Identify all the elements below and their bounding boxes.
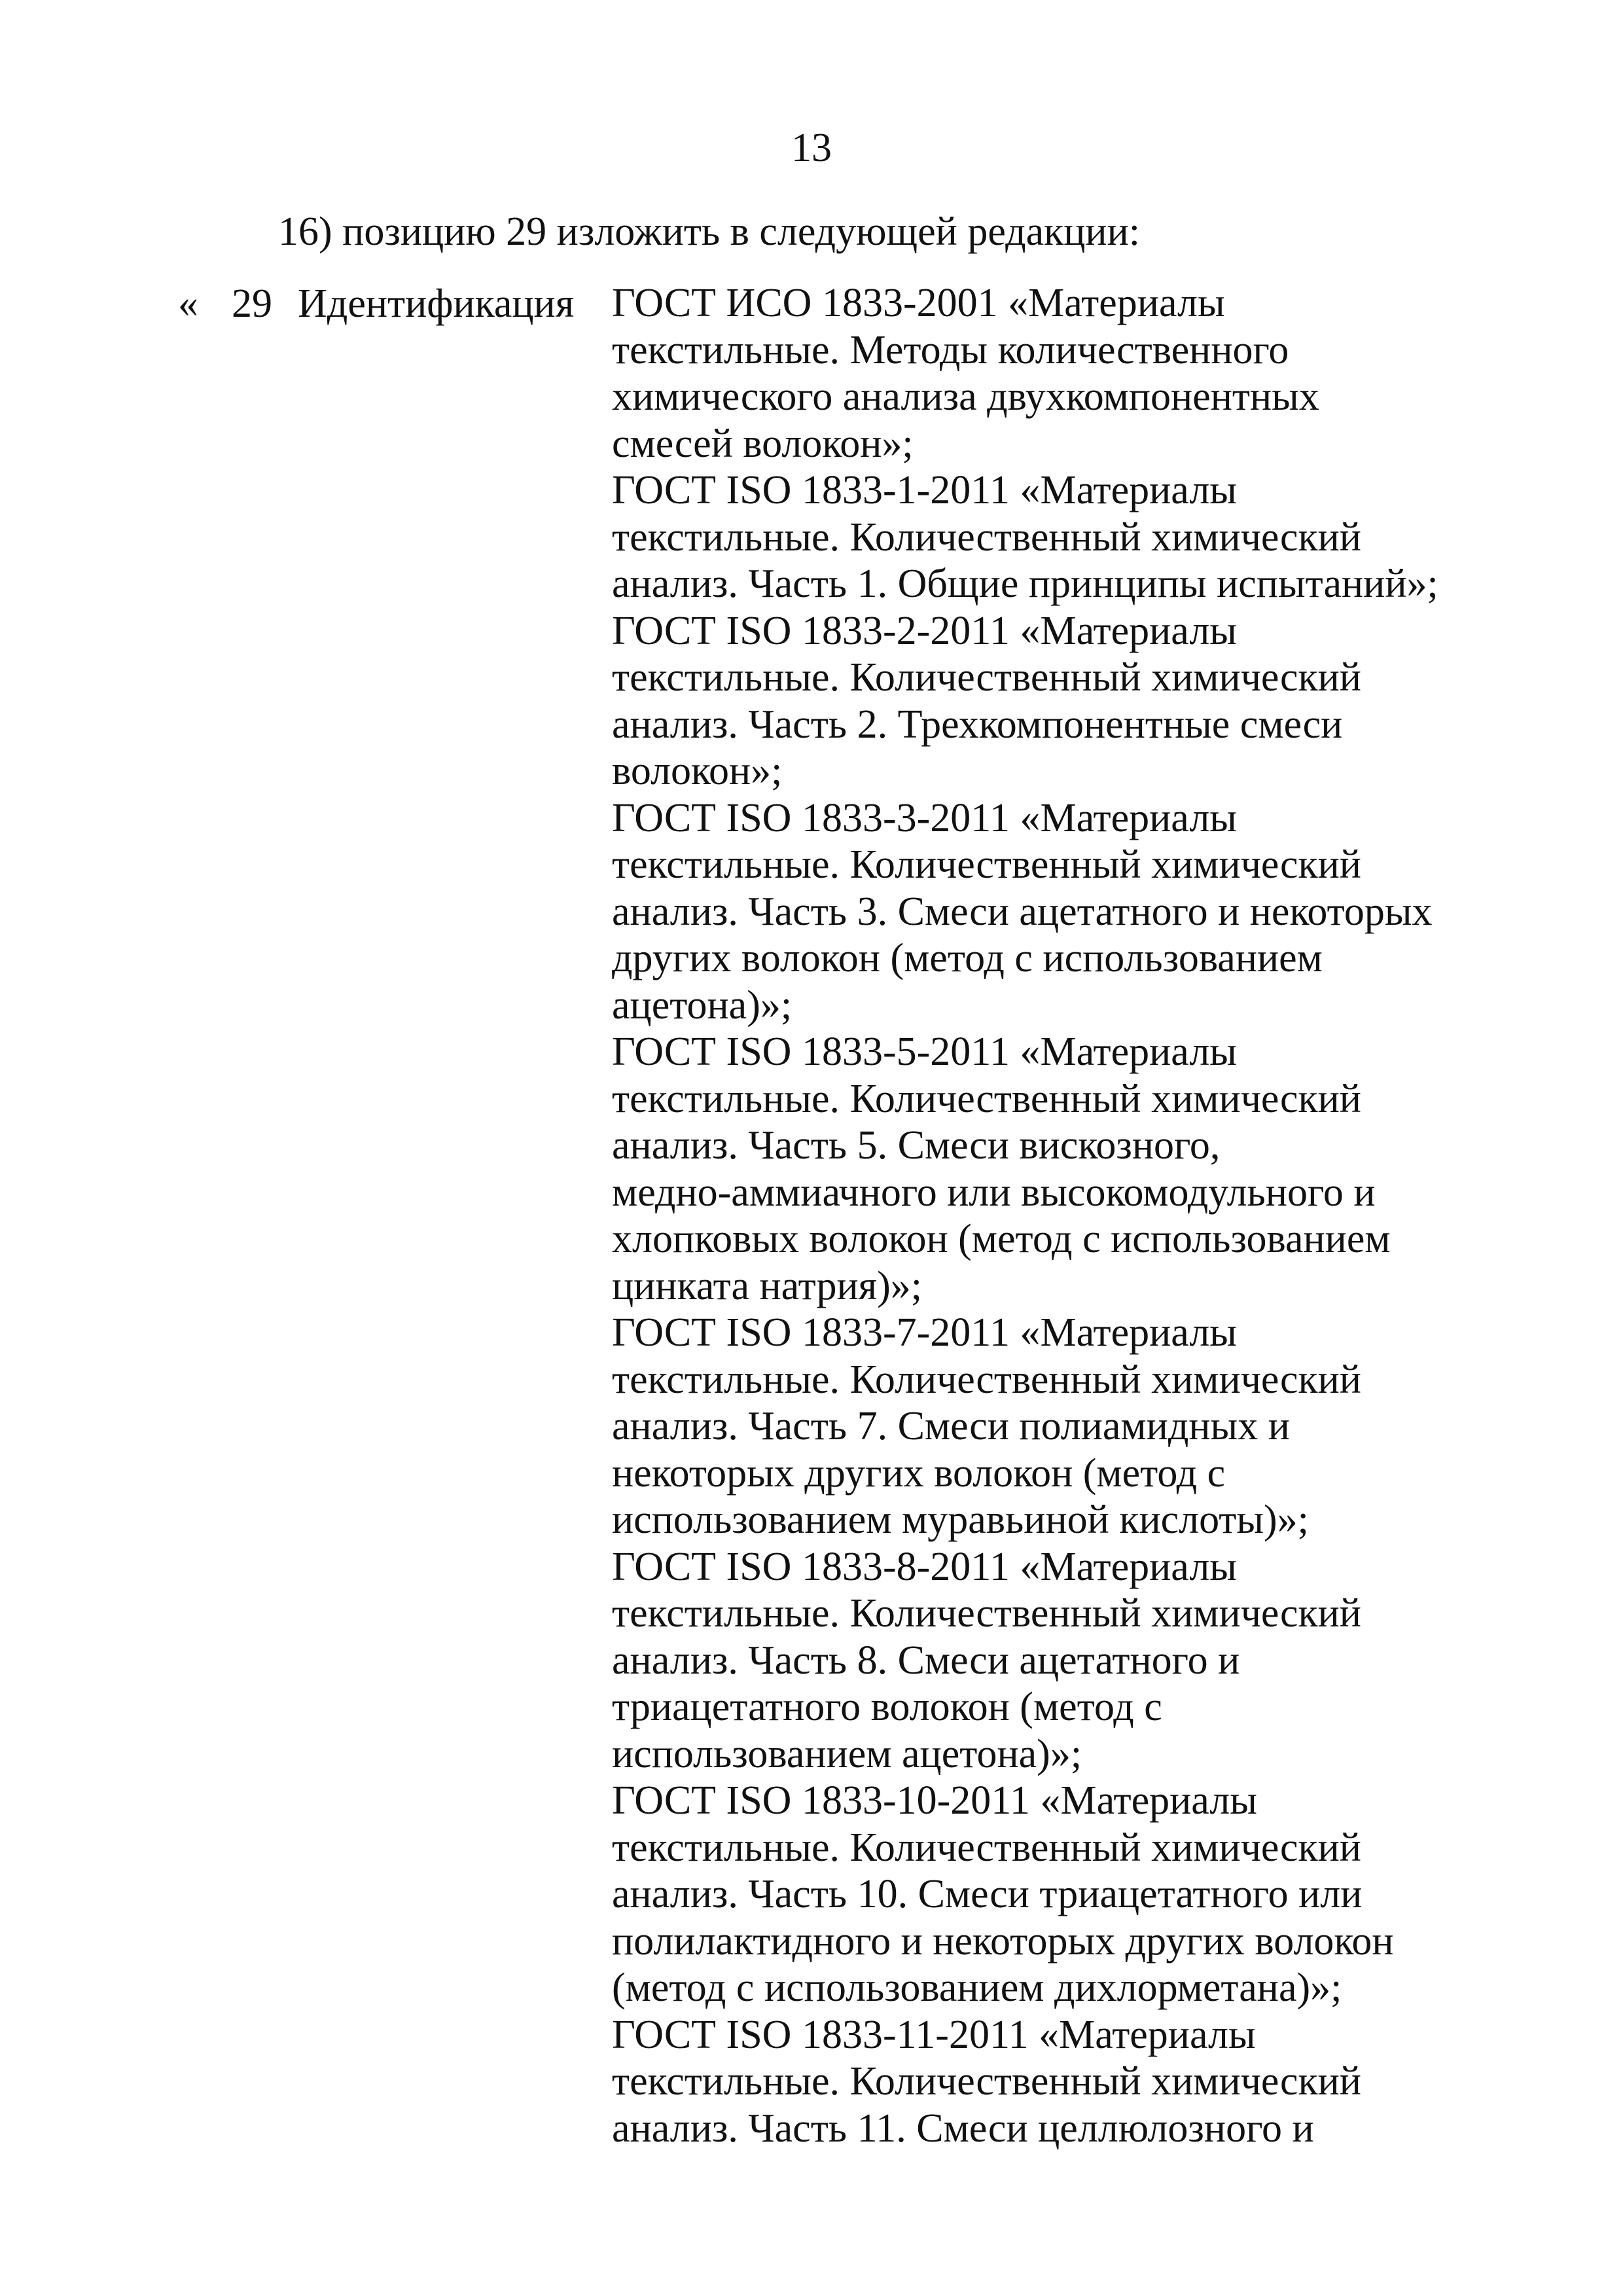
standards-line: текстильные. Количественный химический xyxy=(612,1076,1361,1121)
standards-line: ацетона)»; xyxy=(612,982,793,1028)
standards-line: смесей волокон»; xyxy=(612,421,914,466)
standards-line: анализ. Часть 3. Смеси ацетатного и некоторых xyxy=(612,889,1433,934)
standards-line: текстильные. Количественный химический xyxy=(612,1591,1361,1636)
standards-line: текстильные. Количественный химический xyxy=(612,514,1361,560)
standards-line: анализ. Часть 1. Общие принципы испытаний»; xyxy=(612,562,1438,606)
standards-line: ГОСТ ISO 1833-7-2011 «Материалы xyxy=(612,1310,1237,1355)
standards-line: текстильные. Методы количественного xyxy=(612,327,1289,372)
standards-line: текстильные. Количественный химический xyxy=(612,655,1361,700)
standards-line: триацетатного волокон (метод с xyxy=(612,1685,1162,1729)
opening-quote: « xyxy=(178,281,198,326)
instruction-text: 16) позицию 29 изложить в следующей редакции: xyxy=(278,209,1141,254)
standards-line: ГОСТ ISO 1833-11-2011 «Материалы xyxy=(612,2012,1256,2057)
page-number: 13 xyxy=(791,126,832,170)
standards-line: текстильные. Количественный химический xyxy=(612,2059,1361,2104)
standards-line: анализ. Часть 11. Смеси целлюлозного и xyxy=(612,2106,1314,2151)
standards-line: других волокон (метод с использованием xyxy=(612,936,1323,980)
standards-line: анализ. Часть 7. Смеси полиамидных и xyxy=(612,1404,1290,1448)
standards-line: анализ. Часть 5. Смеси вискозного, xyxy=(612,1123,1221,1168)
standards-line: медно-аммиачного или высокомодульного и xyxy=(612,1170,1376,1215)
standards-line: ГОСТ ISO 1833-8-2011 «Материалы xyxy=(612,1544,1237,1589)
standards-line: некоторых других волокон (метод с xyxy=(612,1450,1226,1496)
standards-line: ГОСТ ISO 1833-2-2011 «Материалы xyxy=(612,608,1237,653)
standards-line: цинката натрия)»; xyxy=(612,1263,923,1308)
standards-line: волокон»; xyxy=(612,749,783,793)
standards-line: ГОСТ ISO 1833-10-2011 «Материалы xyxy=(612,1778,1257,1823)
standards-line: анализ. Часть 8. Смеси ацетатного и xyxy=(612,1638,1240,1683)
standards-line: использованием муравьиной кислоты)»; xyxy=(612,1498,1309,1542)
standards-line: химического анализа двухкомпонентных xyxy=(612,374,1319,419)
standards-line: ГОСТ ISO 1833-5-2011 «Материалы xyxy=(612,1030,1237,1074)
position-number: 29 xyxy=(232,281,272,326)
standards-line: использованием ацетона)»; xyxy=(612,1731,1082,1776)
standards-line: ГОСТ ISO 1833-3-2011 «Материалы xyxy=(612,795,1237,840)
standards-line: полилактидного и некоторых других волокон xyxy=(612,1918,1394,1964)
standards-line: текстильные. Количественный химический xyxy=(612,842,1361,887)
standards-line: ГОСТ ИСО 1833-2001 «Материалы xyxy=(612,281,1225,325)
standards-line: текстильные. Количественный химический xyxy=(612,1357,1361,1402)
standards-line: (метод с использованием дихлорметана)»; xyxy=(612,1965,1342,2010)
standards-line: текстильные. Количественный химический xyxy=(612,1825,1361,1870)
position-name: Идентификация xyxy=(298,281,575,326)
standards-list xyxy=(612,280,1489,2152)
standards-line: хлопковых волокон (метод с использованием xyxy=(612,1217,1391,1261)
standards-line: анализ. Часть 2. Трехкомпонентные смеси xyxy=(612,702,1343,747)
standards-line: ГОСТ ISO 1833-1-2011 «Материалы xyxy=(612,468,1237,512)
standards-line: анализ. Часть 10. Смеси триацетатного или xyxy=(612,1872,1363,1916)
